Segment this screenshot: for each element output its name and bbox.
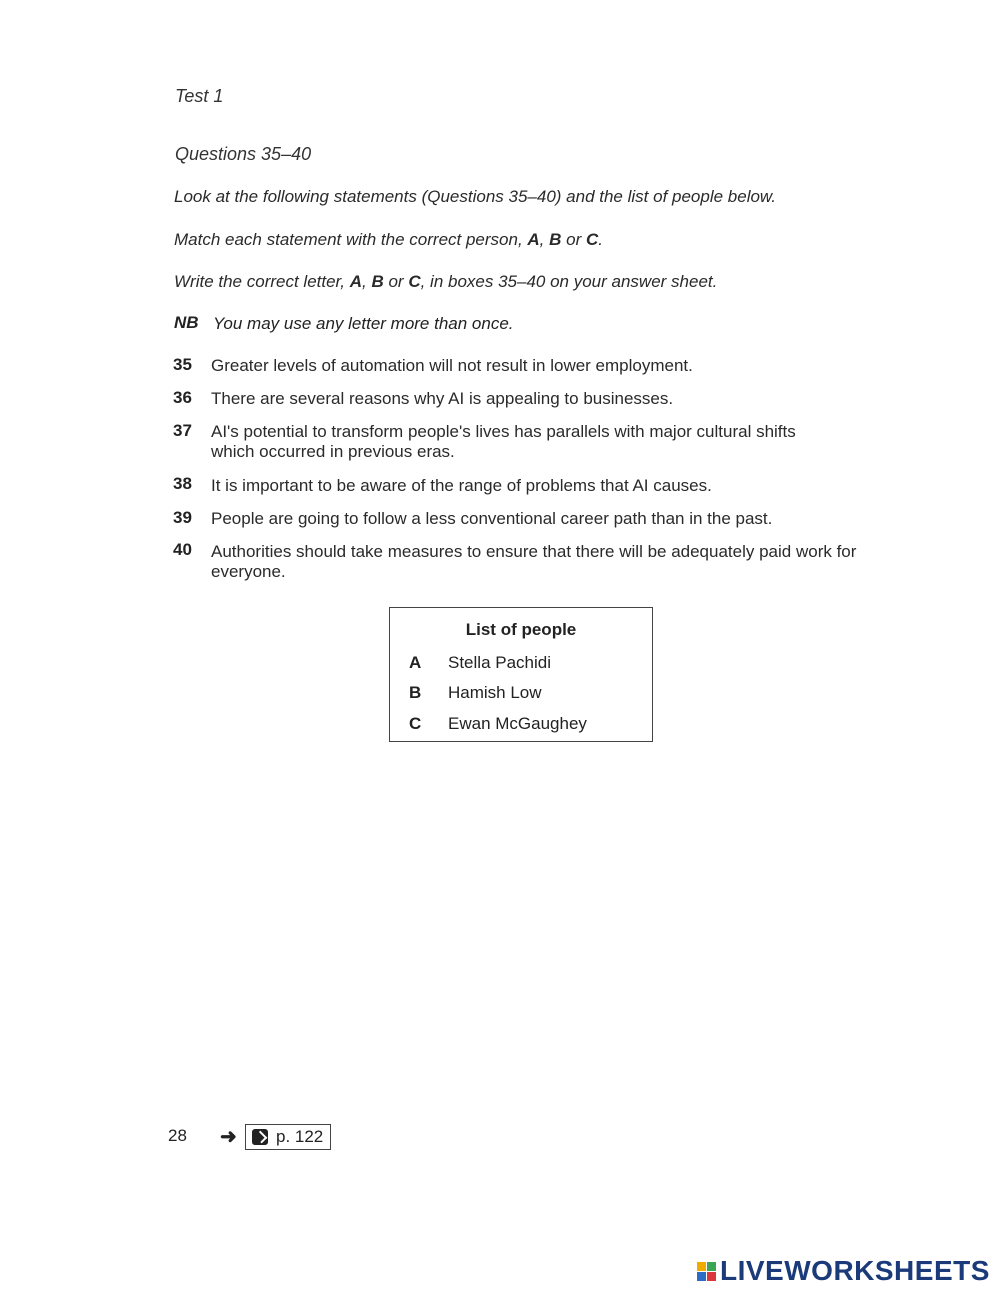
separator: . xyxy=(598,230,603,249)
question-text: Authorities should take measures to ensure that there will be adequately paid work for everyone. xyxy=(211,542,857,581)
separator: , xyxy=(362,272,372,291)
person-letter: A xyxy=(409,653,422,672)
letter-a: A xyxy=(527,230,540,249)
question-number: 40 xyxy=(173,540,192,559)
separator: , xyxy=(539,230,550,249)
question-text: There are several reasons why AI is appealing to businesses. xyxy=(211,389,674,408)
page-reference xyxy=(245,1124,331,1150)
logo-square xyxy=(707,1262,716,1271)
nb-label: NB xyxy=(174,313,199,332)
instruction-3 xyxy=(174,272,717,292)
question-text: Greater levels of automation will not result in lower employment. xyxy=(211,356,693,375)
logo-square xyxy=(697,1262,706,1271)
answer-key-icon xyxy=(252,1129,268,1145)
person-name: Hamish Low xyxy=(448,683,542,702)
person-name: Ewan McGaughey xyxy=(448,714,587,733)
letter-a: A xyxy=(349,272,363,291)
instruction-3-end: , in boxes 35–40 on your answer sheet. xyxy=(420,272,718,291)
test-label: Test 1 xyxy=(175,86,224,106)
person-letter: C xyxy=(409,714,422,733)
arrow-right-icon: ➜ xyxy=(220,1126,237,1148)
person-name: Stella Pachidi xyxy=(448,653,552,672)
question-number: 35 xyxy=(173,355,192,374)
people-list-box xyxy=(389,607,653,742)
page-reference-text: p. 122 xyxy=(276,1127,324,1146)
liveworksheets-logo xyxy=(697,1255,990,1287)
instruction-1: Look at the following statements (Questions 35–40) and the list of people below. xyxy=(174,187,776,206)
question-number: 39 xyxy=(173,508,192,527)
question-text: People are going to follow a less conventional career path than in the past. xyxy=(211,509,773,528)
section-title: Questions 35–40 xyxy=(175,144,312,164)
question-number: 36 xyxy=(173,388,192,407)
letter-c: C xyxy=(408,272,421,291)
letter-c: C xyxy=(585,230,599,249)
letter-b: B xyxy=(371,272,384,291)
logo-text: LIVEWORKSHEETS xyxy=(720,1255,990,1286)
people-list-title: List of people xyxy=(465,620,577,639)
instruction-3-text: Write the correct letter, xyxy=(174,272,350,291)
nb-text: You may use any letter more than once. xyxy=(213,314,514,333)
separator: or xyxy=(561,230,586,249)
logo-square xyxy=(707,1272,716,1281)
question-text: AI's potential to transform people's lives has parallels with major cultural shifts which occurred in previous eras. xyxy=(211,422,796,461)
logo-mark-icon xyxy=(697,1262,716,1281)
logo-square xyxy=(697,1272,706,1281)
instruction-2-text: Match each statement with the correct person, xyxy=(174,230,528,249)
question-text: It is important to be aware of the range of problems that AI causes. xyxy=(211,476,712,495)
letter-b: B xyxy=(549,230,562,249)
page-number: 28 xyxy=(168,1126,187,1145)
separator: or xyxy=(383,272,409,291)
question-number: 38 xyxy=(173,474,192,493)
person-letter: B xyxy=(409,683,422,702)
instruction-2 xyxy=(174,230,603,250)
question-number: 37 xyxy=(173,421,192,440)
